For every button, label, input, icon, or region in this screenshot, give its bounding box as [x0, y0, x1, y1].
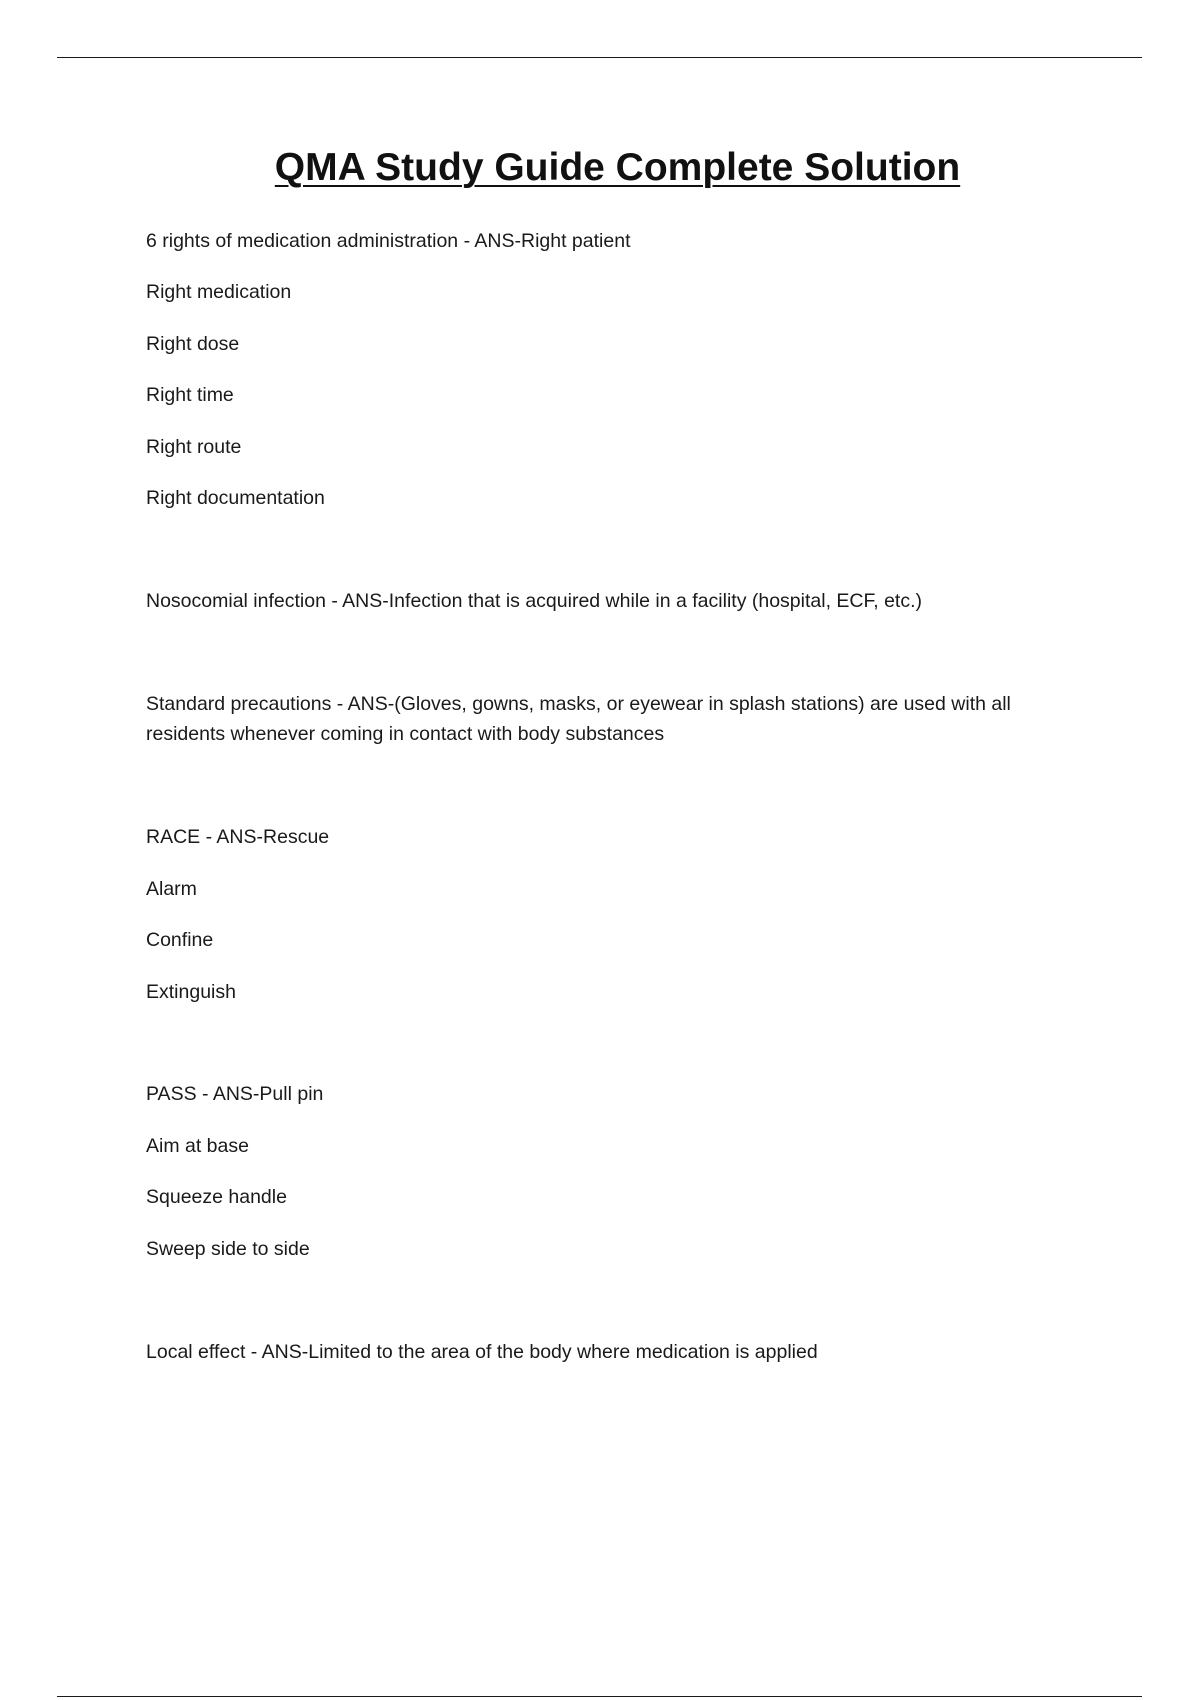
entry-race: RACE - ANS-Rescue: [146, 826, 330, 848]
entry-right-medication: Right medication: [146, 281, 292, 303]
entry-right-documentation: Right documentation: [146, 487, 325, 509]
entry-standard-precautions: Standard precautions - ANS-(Gloves, gowns, masks, or eyewear in splash stations) are used with all residents whenever coming in contact with body substances: [146, 693, 1011, 745]
entry-medication-rights: 6 rights of medication administration - ANS-Right patient: [146, 230, 631, 252]
entry-confine: Confine: [146, 929, 214, 951]
entry-right-route: Right route: [146, 436, 242, 458]
entry-right-time: Right time: [146, 384, 234, 406]
entry-alarm: Alarm: [146, 878, 197, 900]
entry-squeeze-handle: Squeeze handle: [146, 1186, 287, 1208]
document-title: QMA Study Guide Complete Solution: [274, 146, 961, 189]
entry-sweep-side-to-side: Sweep side to side: [146, 1238, 310, 1260]
entry-nosocomial-infection: Nosocomial infection - ANS-Infection that is acquired while in a facility (hospital, ECF, etc.): [146, 590, 923, 612]
footer-rule: [57, 1696, 1142, 1697]
entry-extinguish: Extinguish: [146, 981, 236, 1003]
entry-aim-at-base: Aim at base: [146, 1135, 249, 1157]
entry-local-effect: Local effect - ANS-Limited to the area of the body where medication is applied: [146, 1341, 818, 1363]
entry-right-dose: Right dose: [146, 333, 240, 355]
entry-pass: PASS - ANS-Pull pin: [146, 1083, 324, 1105]
